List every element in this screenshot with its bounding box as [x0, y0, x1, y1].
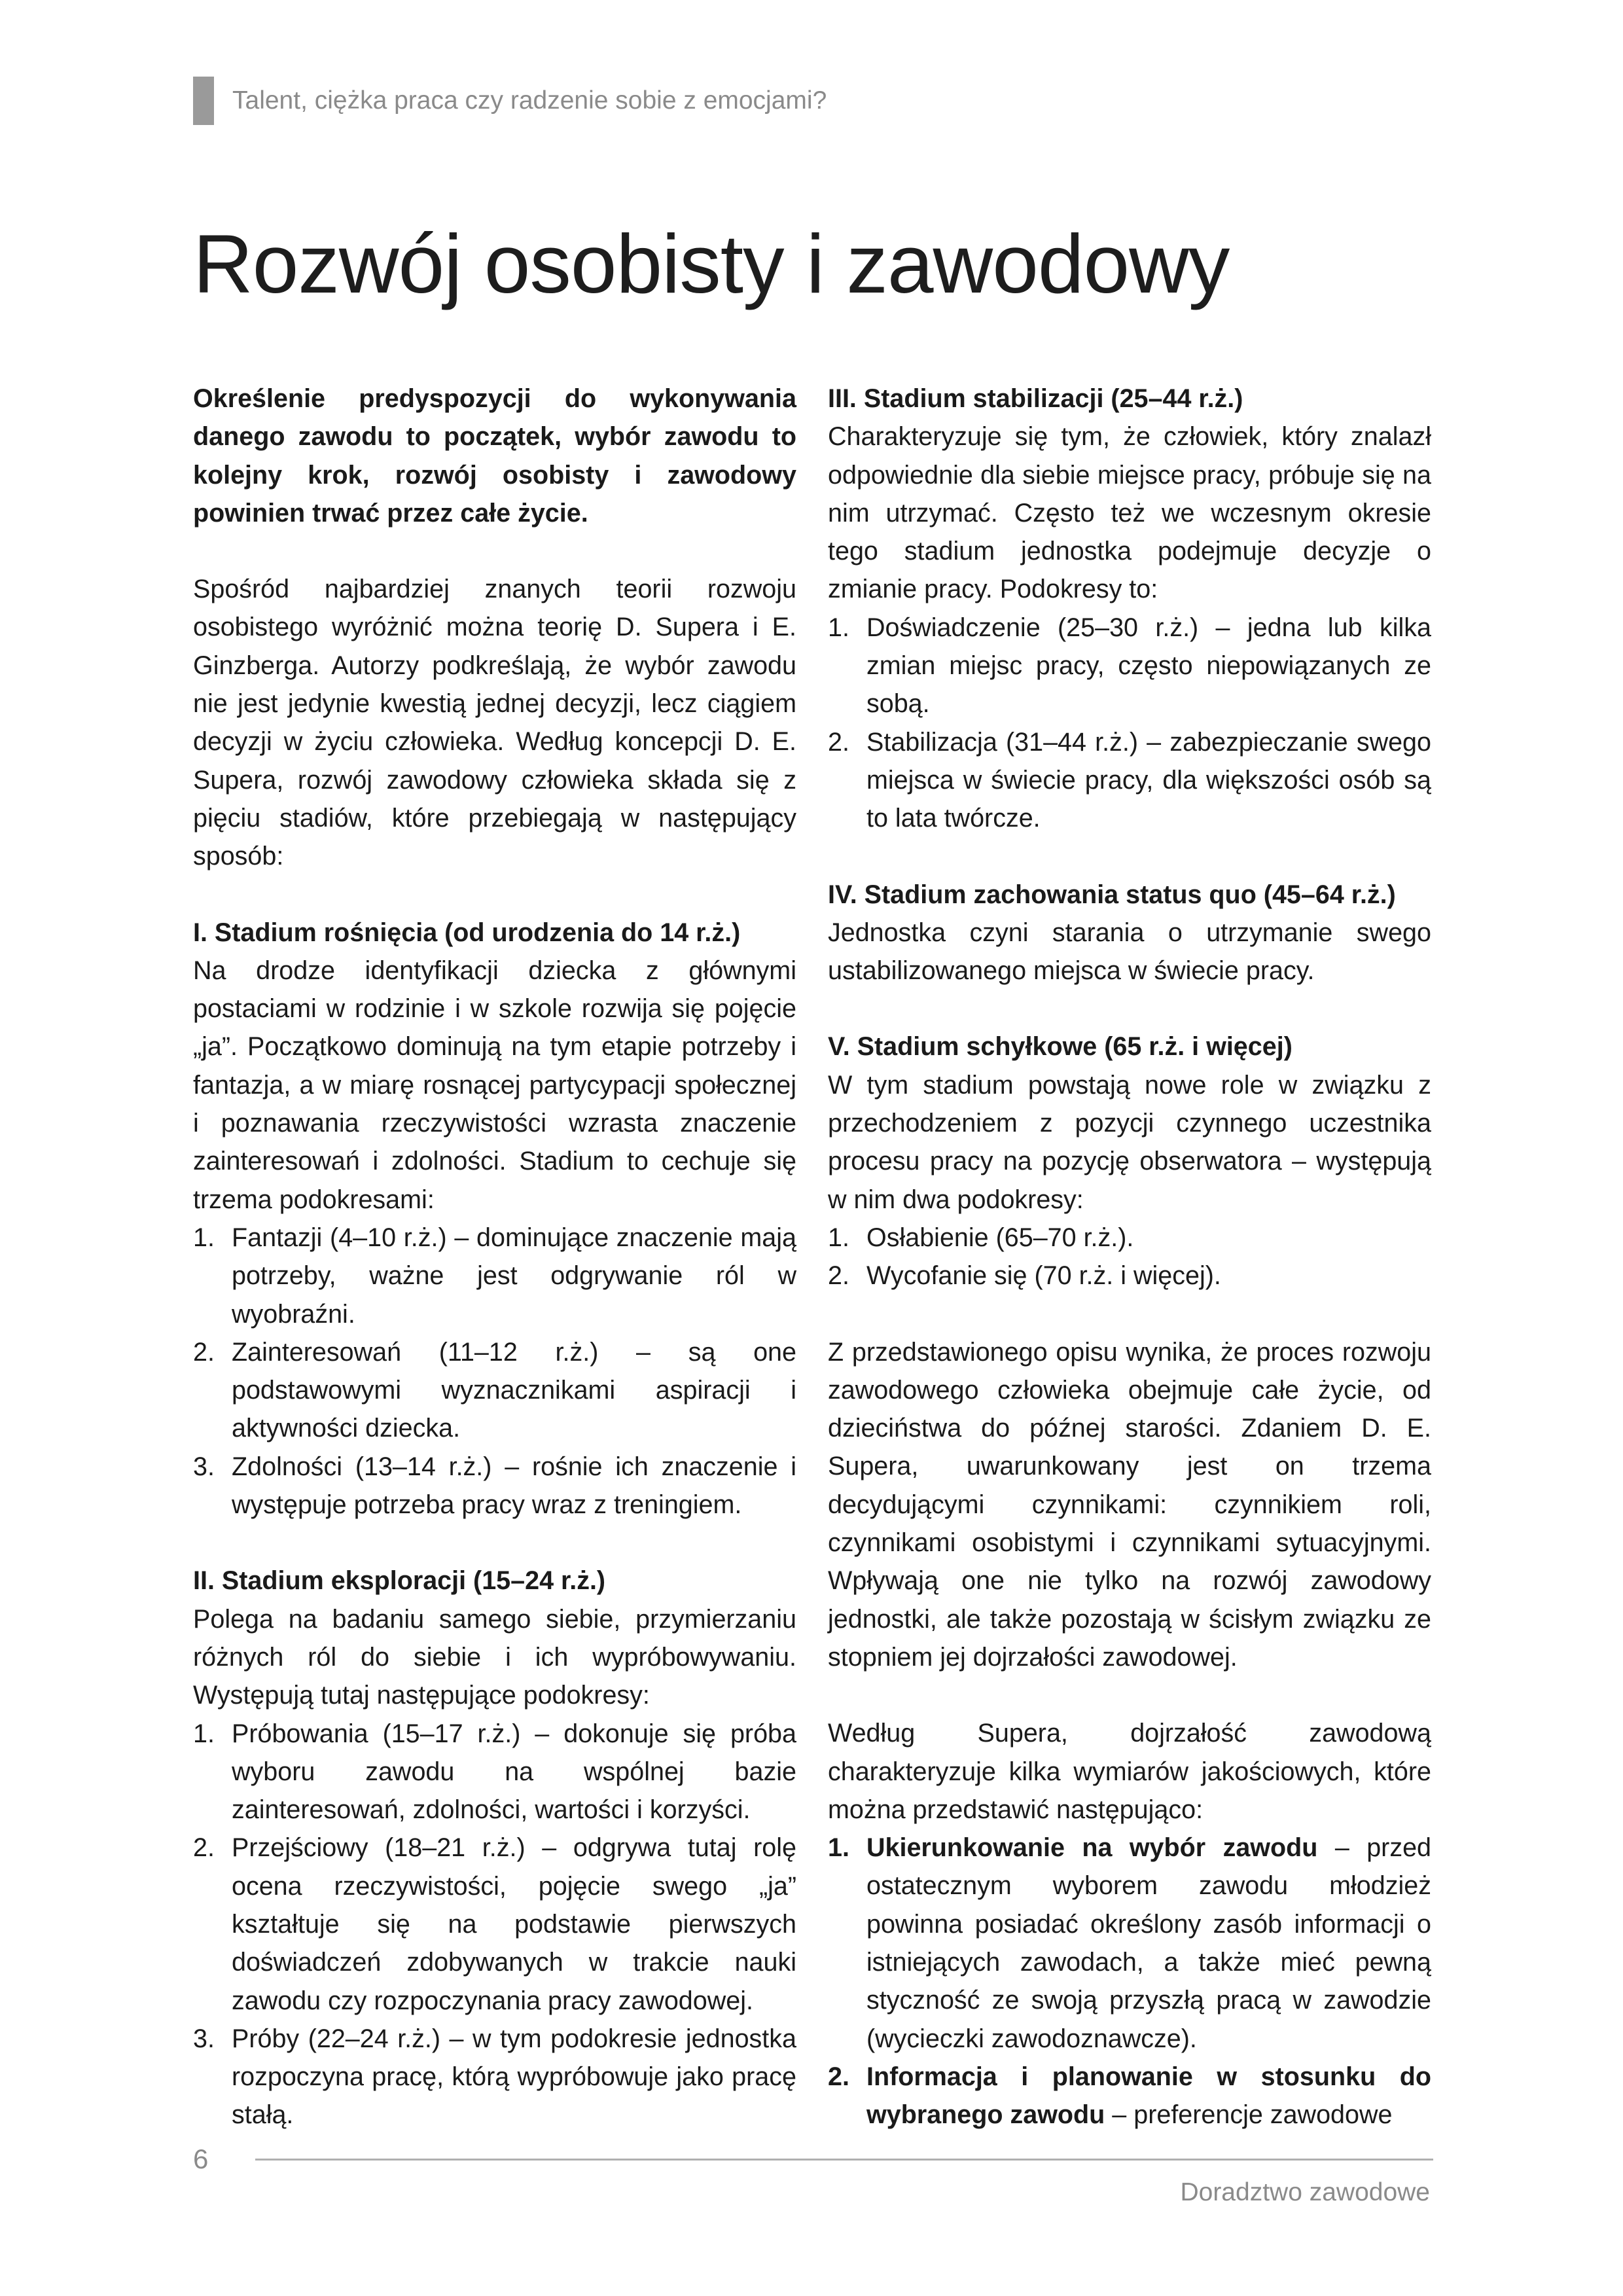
list-number: 1.: [828, 1833, 849, 1863]
list-number: 1.: [828, 1223, 849, 1252]
left-column: [193, 380, 796, 2134]
list-text: Próbowania (15–17 r.ż.) – dokonuje się próba wyboru zawodu na wspólnej bazie zainteresowań, zdolności, wartości i korzyści.: [232, 1719, 796, 1825]
running-head-text: Talent, ciężka praca czy radzenie sobie z emocjami?: [232, 86, 827, 115]
stage-1-list: [193, 1219, 796, 1524]
stage-3-text: Charakteryzuje się tym, że człowiek, który znalazł odpowiednie dla siebie miejsce pracy, próbuje się na nim utrzymać. Często też we wczesnym okresie tego stadium jednostka podejmuje decyzje o zmianie pracy. Podokresy to:: [828, 422, 1431, 604]
list-text: Wycofanie się (70 r.ż. i więcej).: [866, 1261, 1221, 1291]
list-item: [193, 1715, 796, 1829]
list-item: [193, 1448, 796, 1524]
footer-publication: Doradztwo zawodowe: [1180, 2178, 1430, 2206]
list-text: Doświadczenie (25–30 r.ż.) – jedna lub kilka zmian miejsc pracy, często niepowiązanych ze sobą.: [866, 613, 1431, 719]
list-text: Próby (22–24 r.ż.) – w tym podokresie jednostka rozpoczyna pracę, którą wypróbowuje jako pracę stałą.: [232, 2024, 796, 2130]
stage-5-list: [828, 1219, 1431, 1295]
summary-paragraph: Z przedstawionego opisu wynika, że proces rozwoju zawodowego człowieka obejmuje całe życie, od dzieciństwa do późnej starości. Zdaniem D. E. Supera, uwarunkowany jest on trzema decydującymi czynnikami: czynnikiem roli, czynnikami osobistymi i czynnikami sytuacyjnymi. Wpływają one nie tylko na rozwój zawodowy jednostki, ale także pozostają w ścisłym związku ze stopniem jej dojrzałości zawodowej.: [828, 1337, 1431, 1672]
running-head-bar: [193, 77, 214, 125]
dimension-term: Ukierunkowanie na wybór zawodu: [866, 1833, 1318, 1863]
list-number: 3.: [193, 1452, 215, 1481]
stage-5-text: W tym stadium powstają nowe role w związku z przechodzeniem z pozycji czynnego uczestnika procesu pracy na pozycję obserwatora – występują w nim dwa podokresy:: [828, 1070, 1431, 1214]
list-number: 3.: [193, 2024, 215, 2053]
list-item: [828, 1829, 1431, 2058]
list-item: [828, 609, 1431, 723]
list-item: [828, 1219, 1431, 1257]
stage-4-heading: IV. Stadium zachowania status quo (45–64 r.ż.): [828, 880, 1396, 909]
stage-5-heading: V. Stadium schyłkowe (65 r.ż. i więcej): [828, 1032, 1293, 1062]
stage-1-text: Na drodze identyfikacji dziecka z głównymi postaciami w rodzinie i w szkole rozwija się pojęcie „ja”. Początkowo dominują na tym etapie potrzeby i fantazja, a w miarę rosnącej partycypacji społecznej i poznawania rzeczywistości wzrasta znaczenie zainteresowań i zdolności. Stadium to cechuje się trzema podokresami:: [193, 956, 796, 1214]
list-number: 1.: [193, 1719, 215, 1748]
stage-4-text: Jednostka czyni starania o utrzymanie swego ustabilizowanego miejsca w świecie pracy.: [828, 918, 1431, 986]
stage-2-list: [193, 1715, 796, 2134]
stage-2-heading: II. Stadium eksploracji (15–24 r.ż.): [193, 1566, 606, 1596]
maturity-dimensions-list: [828, 1829, 1431, 2134]
list-number: 2.: [828, 1261, 849, 1291]
page-number: 6: [193, 2144, 209, 2174]
list-item: [193, 1219, 796, 1333]
list-text: Zdolności (13–14 r.ż.) – rośnie ich znaczenie i występuje potrzeba pracy wraz z treningiem.: [232, 1452, 796, 1520]
list-number: 2.: [193, 1337, 215, 1367]
list-number: 1.: [828, 613, 849, 642]
footer-rule: [255, 2159, 1433, 2161]
list-item: [828, 1257, 1431, 1295]
intro-paragraph: Spośród najbardziej znanych teorii rozwoju osobistego wyróżnić można teorię D. Supera i E. Ginzberga. Autorzy podkreślają, że wybór zawodu nie jest jedynie kwestią jednej decyzji, lecz ciągiem decyzji w życiu człowieka. Według koncepcji D. E. Supera, rozwój zawodowy człowieka składa się z pięciu stadiów, które przebiegają w następujący sposób:: [193, 575, 796, 871]
list-item: [828, 2058, 1431, 2134]
list-number: 1.: [193, 1223, 215, 1252]
list-text: – preferencje zawodowe: [1105, 2100, 1393, 2130]
list-number: 2.: [828, 2062, 849, 2091]
stage-2-text: Polega na badaniu samego siebie, przymierzaniu różnych ról do siebie i ich wypróbowywaniu. Występują tutaj następujące podokresy:: [193, 1604, 796, 1710]
stage-1-heading: I. Stadium rośnięcia (od urodzenia do 14 r.ż.): [193, 918, 741, 947]
list-item: [828, 723, 1431, 838]
lead-paragraph: Określenie predyspozycji do wykonywania danego zawodu to początek, wybór zawodu to kolejny krok, rozwój osobisty i zawodowy powinien trwać przez całe życie.: [193, 384, 796, 528]
list-text: Osłabienie (65–70 r.ż.).: [866, 1223, 1134, 1252]
list-item: [193, 1829, 796, 2019]
stage-3-heading: III. Stadium stabilizacji (25–44 r.ż.): [828, 384, 1243, 413]
right-column: [828, 380, 1431, 2134]
running-head: [193, 77, 827, 124]
list-item: [193, 1333, 796, 1448]
list-text: Zainteresowań (11–12 r.ż.) – są one podstawowymi wyznacznikami aspiracji i aktywności dziecka.: [232, 1337, 796, 1443]
list-text: Przejściowy (18–21 r.ż.) – odgrywa tutaj rolę ocena rzeczywistości, pojęcie swego „ja” kształtuje się na podstawie pierwszych doświadczeń zdobywanych w trakcie nauki zawodu czy rozpoczynania pracy zawodowej.: [232, 1833, 796, 2015]
stage-3-list: [828, 609, 1431, 838]
list-text: Fantazji (4–10 r.ż.) – dominujące znaczenie mają potrzeby, ważne jest odgrywanie ról w wyobraźni.: [232, 1223, 796, 1329]
page-title: Rozwój osobisty i zawodowy: [193, 217, 1230, 310]
dimension-term: Informacja i planowanie w stosunku do wybranego zawodu: [866, 2062, 1431, 2130]
list-number: 2.: [193, 1833, 215, 1863]
list-text: – przed ostatecznym wyborem zawodu młodzież powinna posiadać określony zasób informacji o istniejących zawodach, a także mieć pewną styczność ze swoją przyszłą pracą w zawodzie (wycieczki zawodoznawcze).: [866, 1833, 1431, 2053]
maturity-intro-paragraph: Według Supera, dojrzałość zawodową charakteryzuje kilka wymiarów jakościowych, które można przedstawić następująco:: [828, 1719, 1431, 1824]
list-text: Stabilizacja (31–44 r.ż.) – zabezpieczanie swego miejsca w świecie pracy, dla większości osób są to lata twórcze.: [866, 727, 1431, 833]
list-number: 2.: [828, 727, 849, 757]
list-item: [193, 2020, 796, 2134]
